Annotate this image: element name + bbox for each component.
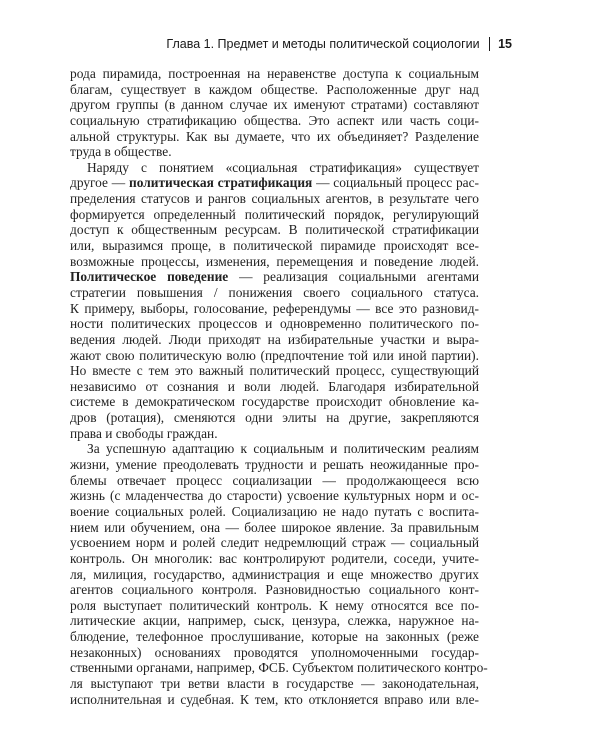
text-line bbox=[70, 301, 479, 317]
text-run: нием или обучением, она — более широкое явление. За правильным bbox=[70, 519, 479, 535]
text-run: системе в демократическом государстве происходит обновление ка- bbox=[70, 394, 479, 410]
text-line bbox=[70, 160, 479, 176]
text-line bbox=[70, 551, 479, 567]
text-run: ля, милиция, государство, администрация и еще множество других bbox=[70, 566, 479, 582]
text-run: литические акции, например, сыск, цензура, слежка, наружное на- bbox=[70, 613, 479, 629]
text-line bbox=[70, 363, 479, 379]
text-run: — реализация социальными агентами bbox=[228, 269, 480, 285]
text-run: социальную стратификацию общества. Это аспект или часть соци- bbox=[70, 112, 479, 128]
text-run: Но вместе с тем это важный политический процесс, существующий bbox=[70, 363, 479, 379]
text-line bbox=[70, 410, 479, 426]
text-line bbox=[70, 316, 479, 332]
text-run: другое — bbox=[70, 175, 130, 191]
text-run: ственными органами, например, ФСБ. Субъектом политического контро- bbox=[70, 660, 488, 676]
text-run: жают свою политическую волю (предпочтение той или иной партии). bbox=[70, 347, 479, 363]
text-line bbox=[70, 567, 479, 583]
text-line bbox=[70, 535, 479, 551]
text-run: блемы отвечает процесс социализации — продолжающееся всю bbox=[70, 472, 479, 488]
text-line bbox=[70, 113, 479, 129]
text-line bbox=[70, 207, 479, 223]
running-head bbox=[166, 37, 512, 51]
text-line bbox=[70, 504, 479, 520]
text-line bbox=[70, 379, 479, 395]
bold-term: Политическое поведение bbox=[70, 269, 229, 285]
text-line bbox=[70, 254, 479, 270]
text-run: ля выступают три ветви власти в государстве — законодательная, bbox=[70, 675, 479, 691]
text-line bbox=[70, 426, 479, 442]
text-line bbox=[70, 394, 479, 410]
text-run: исполнительная и судебная. К тем, кто отклоняется вправо или вле- bbox=[70, 691, 479, 707]
text-line bbox=[70, 488, 479, 504]
text-line bbox=[70, 66, 479, 82]
text-line bbox=[70, 97, 479, 113]
text-run: другом группы (в данном случае их именуют стратами) составляют bbox=[70, 97, 479, 113]
text-line bbox=[70, 285, 479, 301]
text-line bbox=[70, 222, 479, 238]
header-divider bbox=[489, 37, 491, 51]
text-line bbox=[70, 82, 479, 98]
text-line bbox=[70, 520, 479, 536]
text-line bbox=[70, 676, 479, 692]
text-run: ности политических процессов и одновременно политического по- bbox=[70, 316, 479, 332]
text-line bbox=[70, 332, 479, 348]
text-run: формируется определенный политический порядок, регулирующий bbox=[70, 206, 479, 222]
text-run: благам, существует в каждом обществе. Расположенные друг над bbox=[70, 81, 479, 97]
text-line bbox=[70, 175, 479, 191]
text-line bbox=[70, 191, 479, 207]
text-line bbox=[70, 692, 479, 708]
text-run: жизни, умение преодолевать трудности и решать неожиданные про- bbox=[70, 457, 479, 473]
text-run: воение социальных ролей. Социализацию не надо путать с воспита- bbox=[70, 503, 479, 519]
text-run: контроль. Он многолик: вас контролируют родители, соседи, учите- bbox=[70, 550, 479, 566]
text-run: незаконных) основаниях проводятся уполномоченными государ- bbox=[70, 644, 479, 660]
text-run: или, выразимся проще, в политической пирамиде происходят все- bbox=[70, 238, 479, 254]
text-run: жизнь (с младенчества до старости) усвоение культурных норм и ос- bbox=[70, 488, 479, 504]
text-line bbox=[70, 473, 479, 489]
text-line bbox=[70, 613, 479, 629]
text-run: Наряду с понятием «социальная стратификация» существует bbox=[87, 159, 479, 175]
text-run: усвоением норм и ролей следит недремлющий страж — социальный bbox=[70, 535, 479, 551]
text-line bbox=[70, 238, 479, 254]
page-number: 15 bbox=[498, 37, 512, 51]
text-line bbox=[70, 645, 479, 661]
text-line bbox=[70, 144, 479, 160]
text-run: пределения статусов и рангов социальных агентов, в результате чего bbox=[70, 191, 479, 207]
text-line bbox=[70, 269, 479, 285]
text-run: труда в обществе. bbox=[70, 144, 172, 160]
text-run: За успешную адаптацию к социальным и политическим реалиям bbox=[87, 441, 479, 457]
text-run: стратегии повышения / понижения своего социального статуса. bbox=[70, 284, 479, 300]
text-line bbox=[70, 348, 479, 364]
text-run: — социальный процесс рас- bbox=[312, 175, 480, 191]
text-run: альной структуры. Как вы думаете, что их объединяет? Разделение bbox=[70, 128, 479, 144]
text-run: К примеру, выборы, голосование, референдумы — все это разновид- bbox=[70, 300, 479, 316]
text-line bbox=[70, 598, 479, 614]
body-text bbox=[70, 66, 488, 707]
text-run: блюдение, телефонное прослушивание, которые на законных (реже bbox=[70, 629, 479, 645]
bold-term: политическая стратификация bbox=[129, 175, 313, 191]
text-run: дров (ротация), сменяются одни элиты на другие, закрепляются bbox=[70, 410, 479, 426]
text-line bbox=[70, 441, 479, 457]
text-line bbox=[70, 582, 479, 598]
text-run: доступ к общественным ресурсам. В политической стратификации bbox=[70, 222, 479, 238]
text-run: права и свободы граждан. bbox=[70, 425, 218, 441]
text-line bbox=[70, 660, 488, 676]
text-line bbox=[70, 457, 479, 473]
text-run: ведения людей. Люди приходят на избирательные участки и выра- bbox=[70, 331, 479, 347]
text-run: роля выступает политический контроль. К нему относятся все по- bbox=[70, 597, 479, 613]
text-run: рода пирамида, построенная на неравенстве доступа к социальным bbox=[70, 66, 479, 81]
text-line bbox=[70, 129, 479, 145]
text-run: возможные процессы, изменения, перемещения и поведение людей. bbox=[70, 253, 479, 269]
text-run: независимо от сознания и воли людей. Благодаря избирательной bbox=[70, 378, 479, 394]
text-run: агентов социального контроля. Разновидностью социального конт- bbox=[70, 582, 479, 598]
chapter-title: Глава 1. Предмет и методы политической социологии bbox=[166, 37, 480, 51]
text-line bbox=[70, 629, 479, 645]
